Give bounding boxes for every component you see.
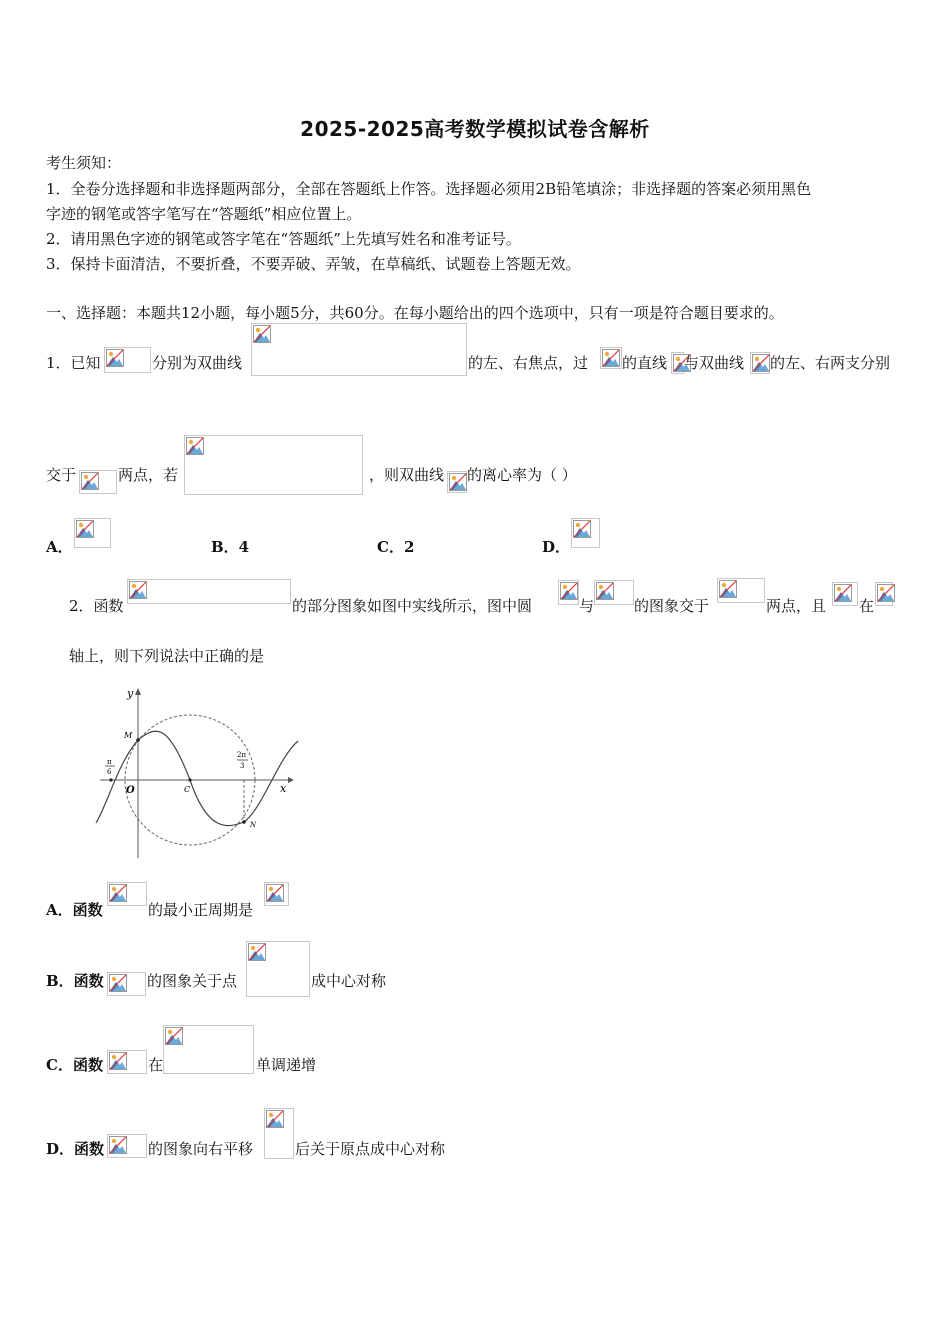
q1-text: 分别为双曲线 xyxy=(152,354,243,372)
formula-image xyxy=(79,470,117,494)
q1-text: 交于 xyxy=(46,466,77,484)
q1-text: 的离心率为（ ） xyxy=(467,466,577,484)
q2-text: 2．函数 xyxy=(69,597,124,615)
tick-right-denominator: 3 xyxy=(240,762,245,770)
broken-image-icon xyxy=(253,325,271,343)
formula-image xyxy=(571,518,600,548)
q2-option-b-text: 的图象关于点 xyxy=(147,972,238,990)
broken-image-icon xyxy=(719,580,737,598)
formula-image xyxy=(875,582,893,606)
formula-image xyxy=(671,352,684,374)
point-left-zero xyxy=(109,778,112,781)
q1-text: ，则双曲线 xyxy=(369,466,445,484)
broken-image-icon xyxy=(266,884,284,902)
broken-image-icon xyxy=(248,943,266,961)
broken-image-icon xyxy=(109,884,127,902)
notice-heading: 考生须知： xyxy=(46,154,122,172)
q1-option-c: C．2 xyxy=(377,538,415,556)
q1-text: 的左、右两支分别 xyxy=(770,354,891,372)
q1-text: 的直线 xyxy=(622,354,668,372)
q1-text: 两点，若 xyxy=(118,466,179,484)
formula-image xyxy=(594,580,634,605)
notice-item-1b: 字迹的钢笔或答字笔写在“答题纸”相应位置上。 xyxy=(46,205,362,223)
q1-text: 与双曲线 xyxy=(684,354,745,372)
point-m xyxy=(136,738,140,742)
broken-image-icon xyxy=(81,472,99,490)
y-axis-arrow xyxy=(135,688,141,695)
q2-option-a-text: 的最小正周期是 xyxy=(148,901,254,919)
x-axis-label: x xyxy=(280,782,287,795)
q1-option-d-label: D． xyxy=(542,538,571,556)
label-origin: O xyxy=(126,785,135,796)
broken-image-icon xyxy=(877,584,895,602)
tick-right-numerator: 2π xyxy=(237,751,247,759)
broken-image-icon xyxy=(560,582,578,600)
label-m: M xyxy=(124,731,133,740)
q1-option-b: B．4 xyxy=(211,538,250,556)
section-heading: 一、选择题：本题共12小题，每小题5分，共60分。在每小题给出的四个选项中，只有一项是符合题目要求的。 xyxy=(46,304,784,322)
formula-image xyxy=(558,580,579,605)
page-title: 2025-2025高考数学模拟试卷含解析 xyxy=(300,117,650,141)
broken-image-icon xyxy=(834,584,852,602)
formula-image xyxy=(184,435,363,495)
broken-image-icon xyxy=(109,1136,127,1154)
broken-image-icon xyxy=(106,349,124,367)
formula-image xyxy=(600,347,622,369)
q2-option-d-text: 的图象向右平移 xyxy=(148,1140,254,1158)
q1-text: 1．已知 xyxy=(46,354,101,372)
formula-image xyxy=(107,882,147,906)
q2-text: 两点，且 xyxy=(766,597,827,615)
broken-image-icon xyxy=(129,581,147,599)
formula-image xyxy=(832,582,858,606)
broken-image-icon xyxy=(109,974,127,992)
broken-image-icon xyxy=(602,349,620,367)
q2-text: 轴上，则下列说法中正确的是 xyxy=(69,647,265,665)
formula-image xyxy=(264,882,289,906)
formula-image xyxy=(163,1025,254,1074)
broken-image-icon xyxy=(186,437,204,455)
q2-option-a-label: A．函数 xyxy=(46,901,103,919)
sine-circle-diagram xyxy=(88,683,303,863)
q2-text: 在 xyxy=(859,597,875,615)
x-axis-arrow xyxy=(288,777,294,783)
q1-option-a-label: A． xyxy=(46,538,73,556)
broken-image-icon xyxy=(165,1027,183,1045)
q2-option-c-text xyxy=(46,1054,103,1075)
notice-item-3: 3．保持卡面清洁，不要折叠，不要弄破、弄皱，在草稿纸、试题卷上答题无效。 xyxy=(46,255,581,273)
notice-item-1a: 1．全卷分选择题和非选择题两部分，全部在答题纸上作答。选择题必须用2B铅笔填涂；非选择题的答案必须用黑色 xyxy=(46,180,812,198)
formula-image xyxy=(246,941,310,997)
tick-left-numerator: π xyxy=(107,758,112,766)
broken-image-icon xyxy=(76,520,94,538)
label-n: N xyxy=(250,821,257,829)
formula-image xyxy=(127,579,291,604)
q2-option-c-text: 在 xyxy=(148,1056,164,1074)
q2-text: 的部分图象如图中实线所示，图中圆 xyxy=(292,597,533,615)
formula-image xyxy=(447,471,467,493)
point-c xyxy=(188,778,191,781)
q2-option-d-label: D．函数 xyxy=(46,1140,105,1158)
tick-left-denominator: 6 xyxy=(107,768,112,776)
formula-image xyxy=(74,518,111,548)
formula-image xyxy=(107,972,146,996)
formula-image xyxy=(104,347,151,373)
q2-option-d-text: 后关于原点成中心对称 xyxy=(295,1140,446,1158)
notice-item-2: 2．请用黑色字迹的钢笔或答字笔在“答题纸”上先填写姓名和准考证号。 xyxy=(46,230,521,248)
broken-image-icon xyxy=(266,1110,284,1128)
formula-image xyxy=(107,1050,147,1074)
q2-option-d-text xyxy=(46,1138,104,1159)
broken-image-icon xyxy=(752,354,770,372)
q2-option-c-label: C．函数 xyxy=(46,1056,103,1074)
point-n xyxy=(242,820,246,824)
formula-image xyxy=(717,578,765,603)
q2-text: 与 xyxy=(579,597,595,615)
formula-image xyxy=(251,323,467,376)
q2-option-b-text xyxy=(46,970,104,991)
q1-text: 的左、右焦点，过 xyxy=(468,354,589,372)
q2-option-b-text: 成中心对称 xyxy=(311,972,387,990)
q2-text: 的图象交于 xyxy=(634,597,710,615)
formula-image xyxy=(107,1134,147,1158)
q2-option-c-text: 单调递增 xyxy=(256,1056,317,1074)
broken-image-icon xyxy=(449,473,467,491)
broken-image-icon xyxy=(109,1052,127,1070)
formula-image xyxy=(264,1108,294,1159)
broken-image-icon xyxy=(596,582,614,600)
label-c: C xyxy=(184,785,191,794)
broken-image-icon xyxy=(573,520,591,538)
q2-option-b-label: B．函数 xyxy=(46,972,104,990)
sine-curve xyxy=(96,731,298,825)
formula-image xyxy=(750,352,770,374)
y-axis-label: y xyxy=(127,687,134,700)
q2-option-a-text xyxy=(46,899,103,920)
function-graph-figure xyxy=(88,683,303,867)
